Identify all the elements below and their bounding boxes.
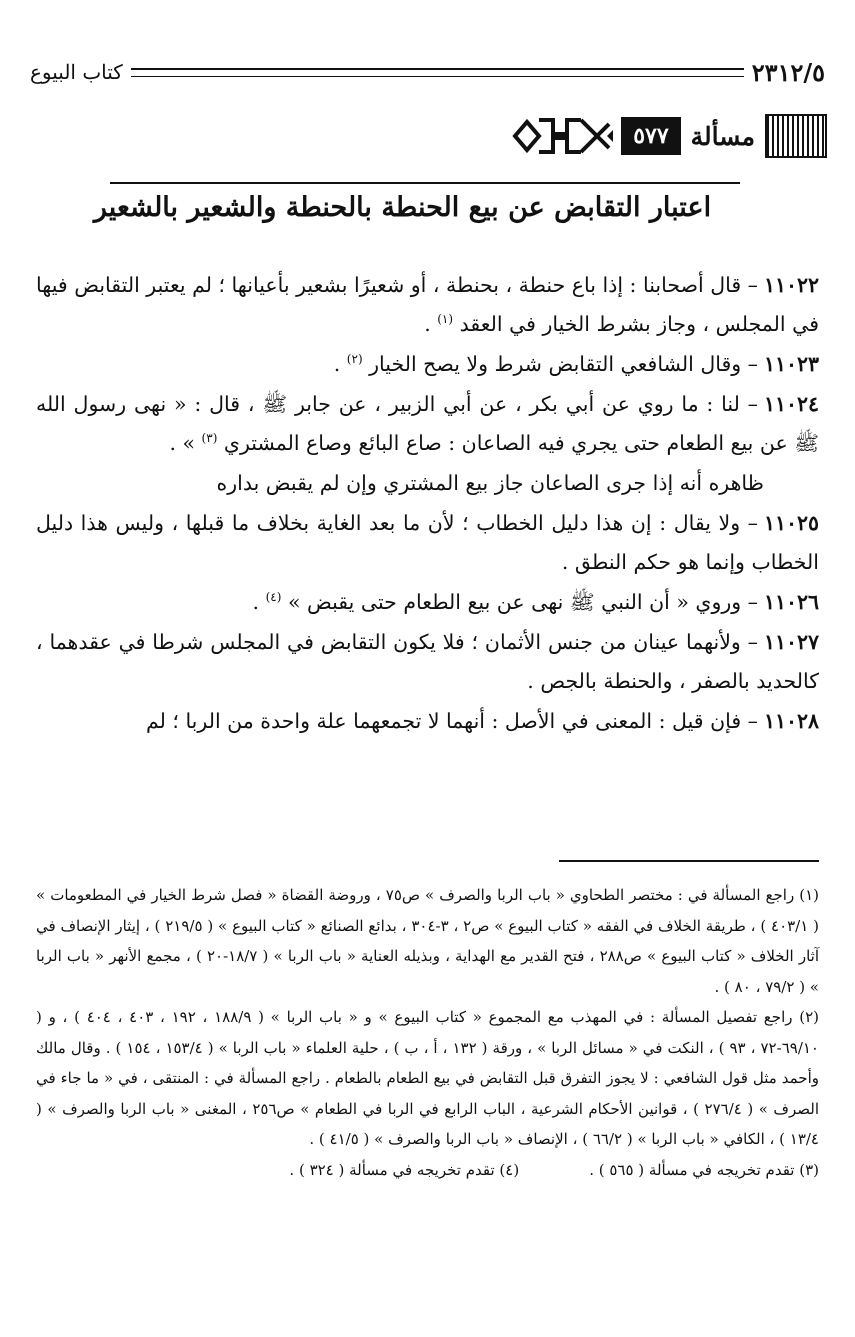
paragraph-end: » . xyxy=(169,431,202,455)
paragraph-text: – لنا : ما روي عن أبي بكر ، عن أبي الزبير ، عن جابر ﷺ ، قال : « نهى رسول الله ﷺ عن بيع الطعام حتى يجري فيه الصاعان : صاع البائع وصاع المشتري xyxy=(36,392,819,455)
footnote: (٤) تقدم تخريجه في مسألة ( ٣٢٤ ) . xyxy=(289,1160,520,1179)
header-rule xyxy=(131,68,744,77)
paragraph-text: ظاهره أنه إذا جرى الصاعان جاز بيع المشتري وإن لم يقبض بداره xyxy=(216,471,764,495)
paragraph-text: – وقال الشافعي التقابض شرط ولا يصح الخيار xyxy=(369,352,758,376)
body-text xyxy=(36,266,819,742)
footnote-rule xyxy=(559,860,819,862)
footnote-ref: (٣) xyxy=(201,431,218,446)
masala-label: مسألة xyxy=(690,121,755,151)
paragraph xyxy=(36,345,819,384)
footnotes xyxy=(36,880,819,1185)
title-rule xyxy=(110,182,740,184)
page-number: ٢٣١٢/٥ xyxy=(751,57,825,87)
paragraph xyxy=(36,623,819,701)
running-header xyxy=(30,56,825,88)
paragraph-number: ١١٠٢٧ xyxy=(763,630,819,654)
masala-number: ٥٧٧ xyxy=(621,117,680,155)
paragraph xyxy=(36,504,819,582)
paragraph-number: ١١٠٢٨ xyxy=(763,709,819,733)
book-title: كتاب البيوع xyxy=(30,60,123,84)
paragraph xyxy=(36,702,819,741)
footnote-ref: (١) xyxy=(437,312,454,327)
paragraph-end: . xyxy=(424,312,438,336)
paragraph xyxy=(36,385,819,463)
footnote: (١) راجع المسألة في : مختصر الطحاوي « باب الربا والصرف » ص٧٥ ، وروضة القضاة « فصل شرط الخيار في المطعومات » ( ٤٠٣/١ ) ، طريقة الخلاف في الفقه « كتاب البيوع » ص٢ ، ٣-٣٠٤ ، بدائع الصنائع « كتاب البيوع » ( ٢١٩/٥ ) ، إيثار الإنصاف في آثار الخلاف « كتاب البيوع » ص٢٨٨ ، فتح القدير مع الهداية ، وبذيله العناية « باب الربا » ( ١٨/٧-٢٠ ) ، مجمع الأنهر « باب الربا » ( ٧٩/٢ ، ٨٠ ) . xyxy=(36,886,819,996)
paragraph-text: – ولا يقال : إن هذا دليل الخطاب ؛ لأن ما بعد الغاية بخلاف ما قبلها ، وليس هذا دليل الخطاب وإنما هو حكم النطق . xyxy=(36,511,819,574)
paragraph-number: ١١٠٢٣ xyxy=(763,352,819,376)
footnote: (٣) تقدم تخريجه في مسألة ( ٥٦٥ ) . xyxy=(589,1160,819,1179)
paragraph-text: – فإن قيل : المعنى في الأصل : أنهما لا تجمعهما علة واحدة من الربا ؛ لم xyxy=(146,709,758,733)
paragraph-text: – قال أصحابنا : إذا باع حنطة ، بحنطة ، أو شعيرًا بشعير بأعيانها ؛ لم يعتبر التقابض فيها في المجلس ، وجاز بشرط الخيار في العقد xyxy=(36,273,819,336)
paragraph-number: ١١٠٢٢ xyxy=(763,273,819,297)
paragraph xyxy=(36,266,819,344)
geometric-ornament-icon xyxy=(507,114,617,158)
paragraph xyxy=(36,583,819,622)
paragraph xyxy=(36,464,819,503)
paragraph-number: ١١٠٢٦ xyxy=(763,590,819,614)
footnote: (٢) راجع تفصيل المسألة : في المهذب مع المجموع « كتاب البيوع » و « باب الربا » ( ١٨٨/٩ ، ١٩٢ ، ٤٠٣ ، ٤٠٤ ) ، و ( ٦٩/١٠-٧٢ ، ٩٣ ) ، النكت في « مسائل الربا » ، ورقة ( ١٣٢ ، أ ، ب ) ، حلية العلماء « باب الربا » ( ١٥٣/٤ ، ١٥٤ ) . وقال مالك وأحمد مثل قول الشافعي : لا يجوز التفرق قبل التقابض في بيع الطعام بالطعام . راجع المسألة في : المنتقى ، في « ما جاء في الصرف » ( ٢٧٦/٤ ) ، قوانين الأحكام الشرعية ، الباب الرابع في الربا في الطعام » ص٢٥٦ ، المغنى « باب الربا والصرف » ( ١٣/٤ ) ، الكافي « باب الربا » ( ٦٦/٢ ) ، الإنصاف « باب الربا والصرف » ( ٤١/٥ ) . xyxy=(36,1008,820,1148)
paragraph-text: – ولأنهما عينان من جنس الأثمان ؛ فلا يكون التقابض في المجلس شرطا في عقدهما ، كالحديد بالصفر ، والحنطة بالجص . xyxy=(36,630,819,693)
paragraph-number: ١١٠٢٤ xyxy=(763,392,819,416)
footnote-ref: (٢) xyxy=(346,352,363,367)
paragraph-end: . xyxy=(252,590,266,614)
section-title: اعتبار التقابض عن بيع الحنطة بالحنطة والشعير بالشعير xyxy=(93,192,712,223)
paragraph-number: ١١٠٢٥ xyxy=(763,511,819,535)
hatch-ornament-icon xyxy=(765,114,827,158)
masala-banner xyxy=(507,112,827,160)
paragraph-text: – وروي « أن النبي ﷺ نهى عن بيع الطعام حتى يقبض » xyxy=(287,590,758,614)
footnote-ref: (٤) xyxy=(265,590,282,605)
paragraph-end: . xyxy=(333,352,347,376)
footnote-row xyxy=(36,1155,819,1186)
